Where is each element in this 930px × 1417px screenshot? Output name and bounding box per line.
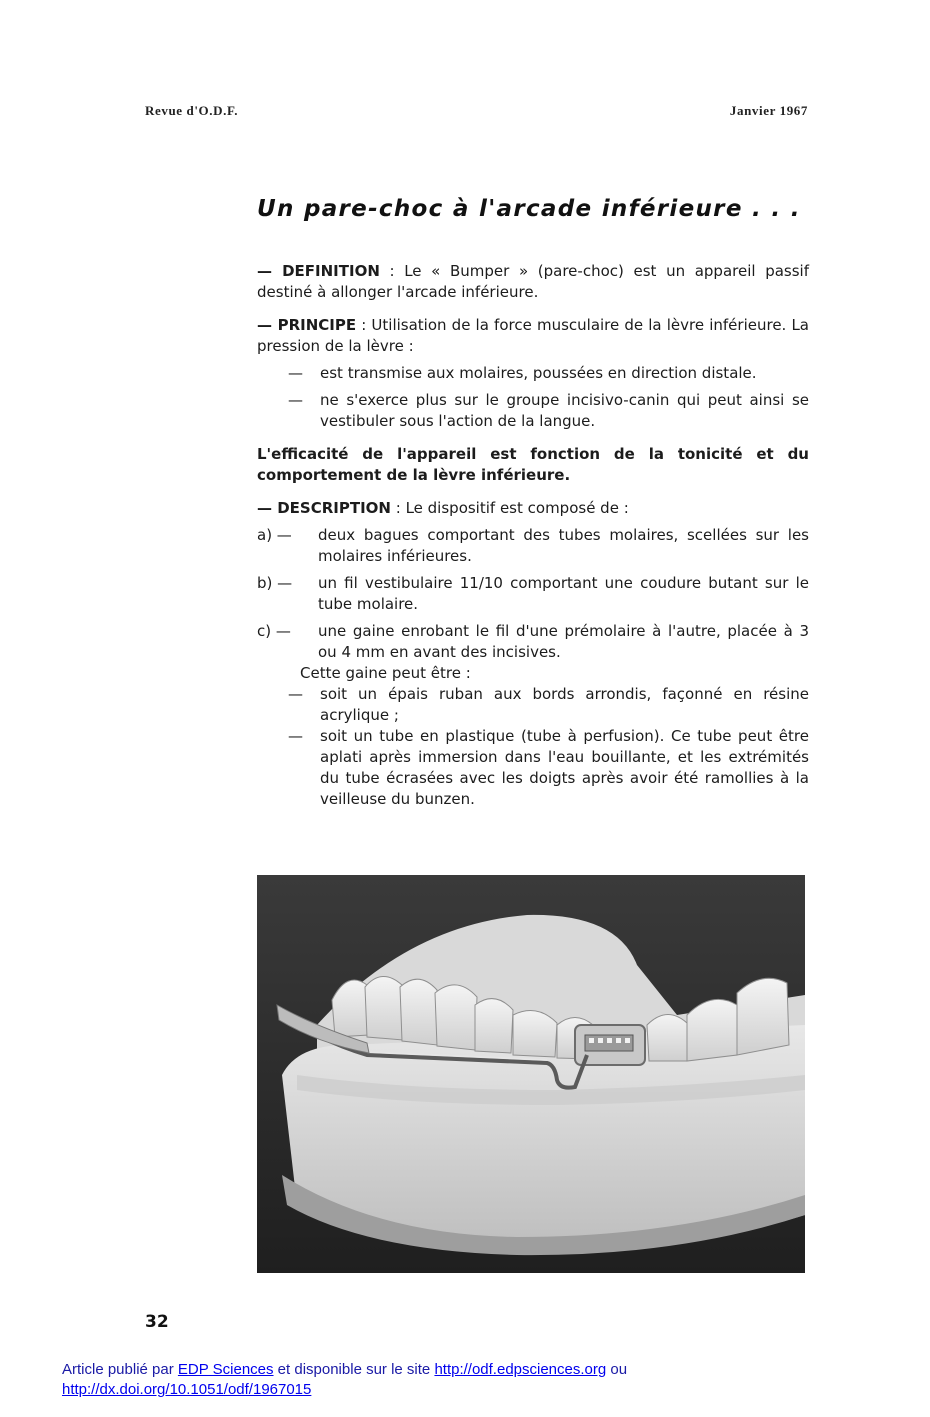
- definition-label: — DEFINITION: [257, 262, 380, 280]
- footer-citation: Article publié par EDP Sciences et disponible sur le site http://odf.edpsciences.org ou http://dx.doi.org/10.1051/odf/1967015: [62, 1361, 628, 1398]
- dental-cast-illustration: [257, 875, 805, 1273]
- issue-date: Janvier 1967: [729, 103, 808, 118]
- definition-paragraph: [257, 261, 809, 303]
- page-number: 32: [145, 1312, 169, 1332]
- description-item-c: c) — une gaine enrobant le fil d'une prémolaire à l'autre, placée à 3 ou 4 mm en avant des incisives.: [257, 622, 809, 661]
- principe-label: — PRINCIPE: [257, 316, 357, 334]
- doi-link[interactable]: http://dx.doi.org/10.1051/odf/1967015: [62, 1381, 312, 1398]
- principe-item: — ne s'exerce plus sur le groupe incisivo-canin qui peut ainsi se vestibuler sous l'action de la langue.: [288, 391, 809, 430]
- article-body: [257, 261, 809, 810]
- description-paragraph: [257, 498, 809, 519]
- article-title: Un pare-choc à l'arcade inférieure . . .: [257, 196, 801, 222]
- gaine-item: — soit un tube en plastique (tube à perfusion). Ce tube peut être aplati après immersion dans l'eau bouillante, et les extrémités du tube écrasées avec les doigts après avoir été ramollies à la veilleuse du bunzen.: [288, 727, 809, 808]
- description-item-a: a) — deux bagues comportant des tubes molaires, scellées sur les molaires inférieures.: [257, 526, 809, 565]
- definition-text: : Le « Bumper » (pare-choc) est un appareil passif destiné à allonger l'arcade inférieure.: [257, 262, 809, 301]
- principe-item: — est transmise aux molaires, poussées en direction distale.: [288, 364, 757, 382]
- gaine-item: — soit un épais ruban aux bords arrondis, façonné en résine acrylique ;: [288, 685, 809, 724]
- dental-cast-photo: [257, 875, 805, 1273]
- description-text: : Le dispositif est composé de :: [390, 499, 629, 517]
- description-label: — DESCRIPTION: [257, 499, 391, 517]
- principe-text: : Utilisation de la force musculaire de la lèvre inférieure. La pression de la lèvre :: [257, 316, 809, 355]
- efficacite-paragraph: L'efficacité de l'appareil est fonction de la tonicité et du comportement de la lèvre inférieure.: [257, 445, 809, 484]
- gaine-intro: Cette gaine peut être :: [300, 664, 471, 682]
- site-link[interactable]: http://odf.edpsciences.org: [434, 1361, 607, 1378]
- publisher-link[interactable]: EDP Sciences: [177, 1361, 274, 1378]
- journal-header: Revue d'O.D.F.: [145, 103, 239, 118]
- principe-paragraph: [257, 315, 809, 357]
- description-item-b: b) — un fil vestibulaire 11/10 comportant une coudure butant sur le tube molaire.: [257, 574, 809, 613]
